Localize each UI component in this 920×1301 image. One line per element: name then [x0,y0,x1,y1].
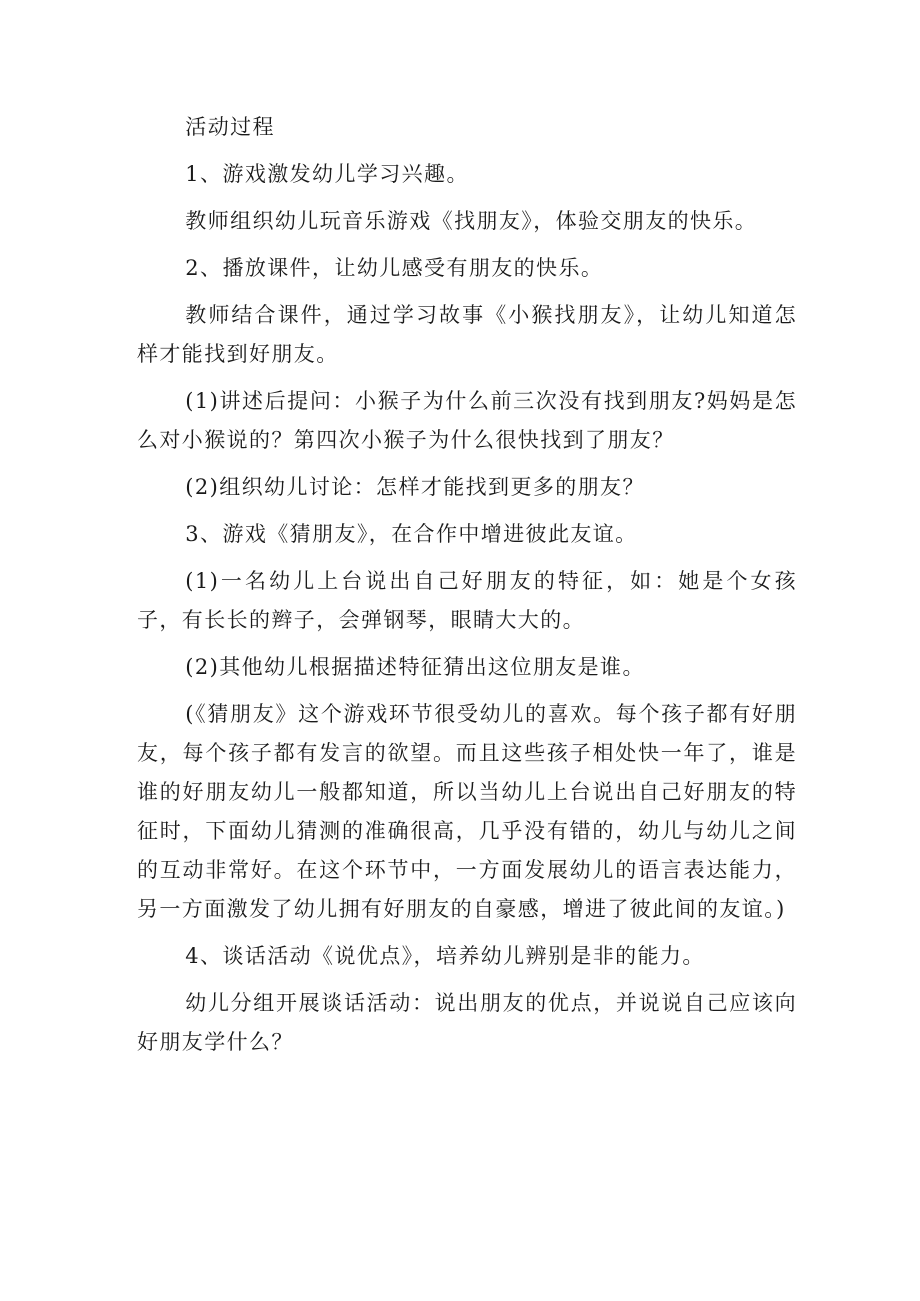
section-heading: 活动过程 [185,115,275,139]
paragraph-step-4-detail: 幼儿分组开展谈话活动：说出朋友的优点，并说说自己应该向好朋友学什么？ [137,991,797,1054]
paragraph-step-3: 3、游戏《猜朋友》，在合作中增进彼此友谊。 [185,522,638,546]
paragraph-step-2-question-1: (1)讲述后提问：小猴子为什么前三次没有找到朋友?妈妈是怎么对小猴说的？第四次小猴子为什么很快找到了朋友？ [137,389,797,452]
paragraph-step-3-note: (《猜朋友》这个游戏环节很受幼儿的喜欢。每个孩子都有好朋友，每个孩子都有发言的欲望。而且这些孩子相处快一年了，谁是谁的好朋友幼儿一般都知道，所以当幼儿上台说出自己好朋友的特征时，下面幼儿猜测的准确很高，几乎没有错的，幼儿与幼儿之间的互动非常好。在这个环节中，一方面发展幼儿的语言表达能力，另一方面激发了幼儿拥有好朋友的自豪感，增进了彼此间的友谊。) [137,702,797,921]
document-body [137,108,797,1070]
paragraph-step-2-detail: 教师结合课件，通过学习故事《小猴找朋友》，让幼儿知道怎样才能找到好朋友。 [137,303,797,366]
paragraph-step-2-question-2: (2)组织幼儿讨论：怎样才能找到更多的朋友？ [185,475,645,499]
paragraph-step-3-item-1: (1)一名幼儿上台说出自己好朋友的特征，如：她是个女孩子，有长长的辫子，会弹钢琴，眼睛大大的。 [137,569,797,632]
paragraph-step-3-item-2: (2)其他幼儿根据描述特征猜出这位朋友是谁。 [185,655,645,679]
paragraph-step-4: 4、谈话活动《说优点》，培养幼儿辨别是非的能力。 [185,944,705,968]
paragraph-step-2: 2、播放课件，让幼儿感受有朋友的快乐。 [185,256,604,280]
paragraph-step-1: 1、游戏激发幼儿学习兴趣。 [185,162,469,186]
paragraph-step-1-detail: 教师组织幼儿玩音乐游戏《找朋友》，体验交朋友的快乐。 [185,209,758,233]
